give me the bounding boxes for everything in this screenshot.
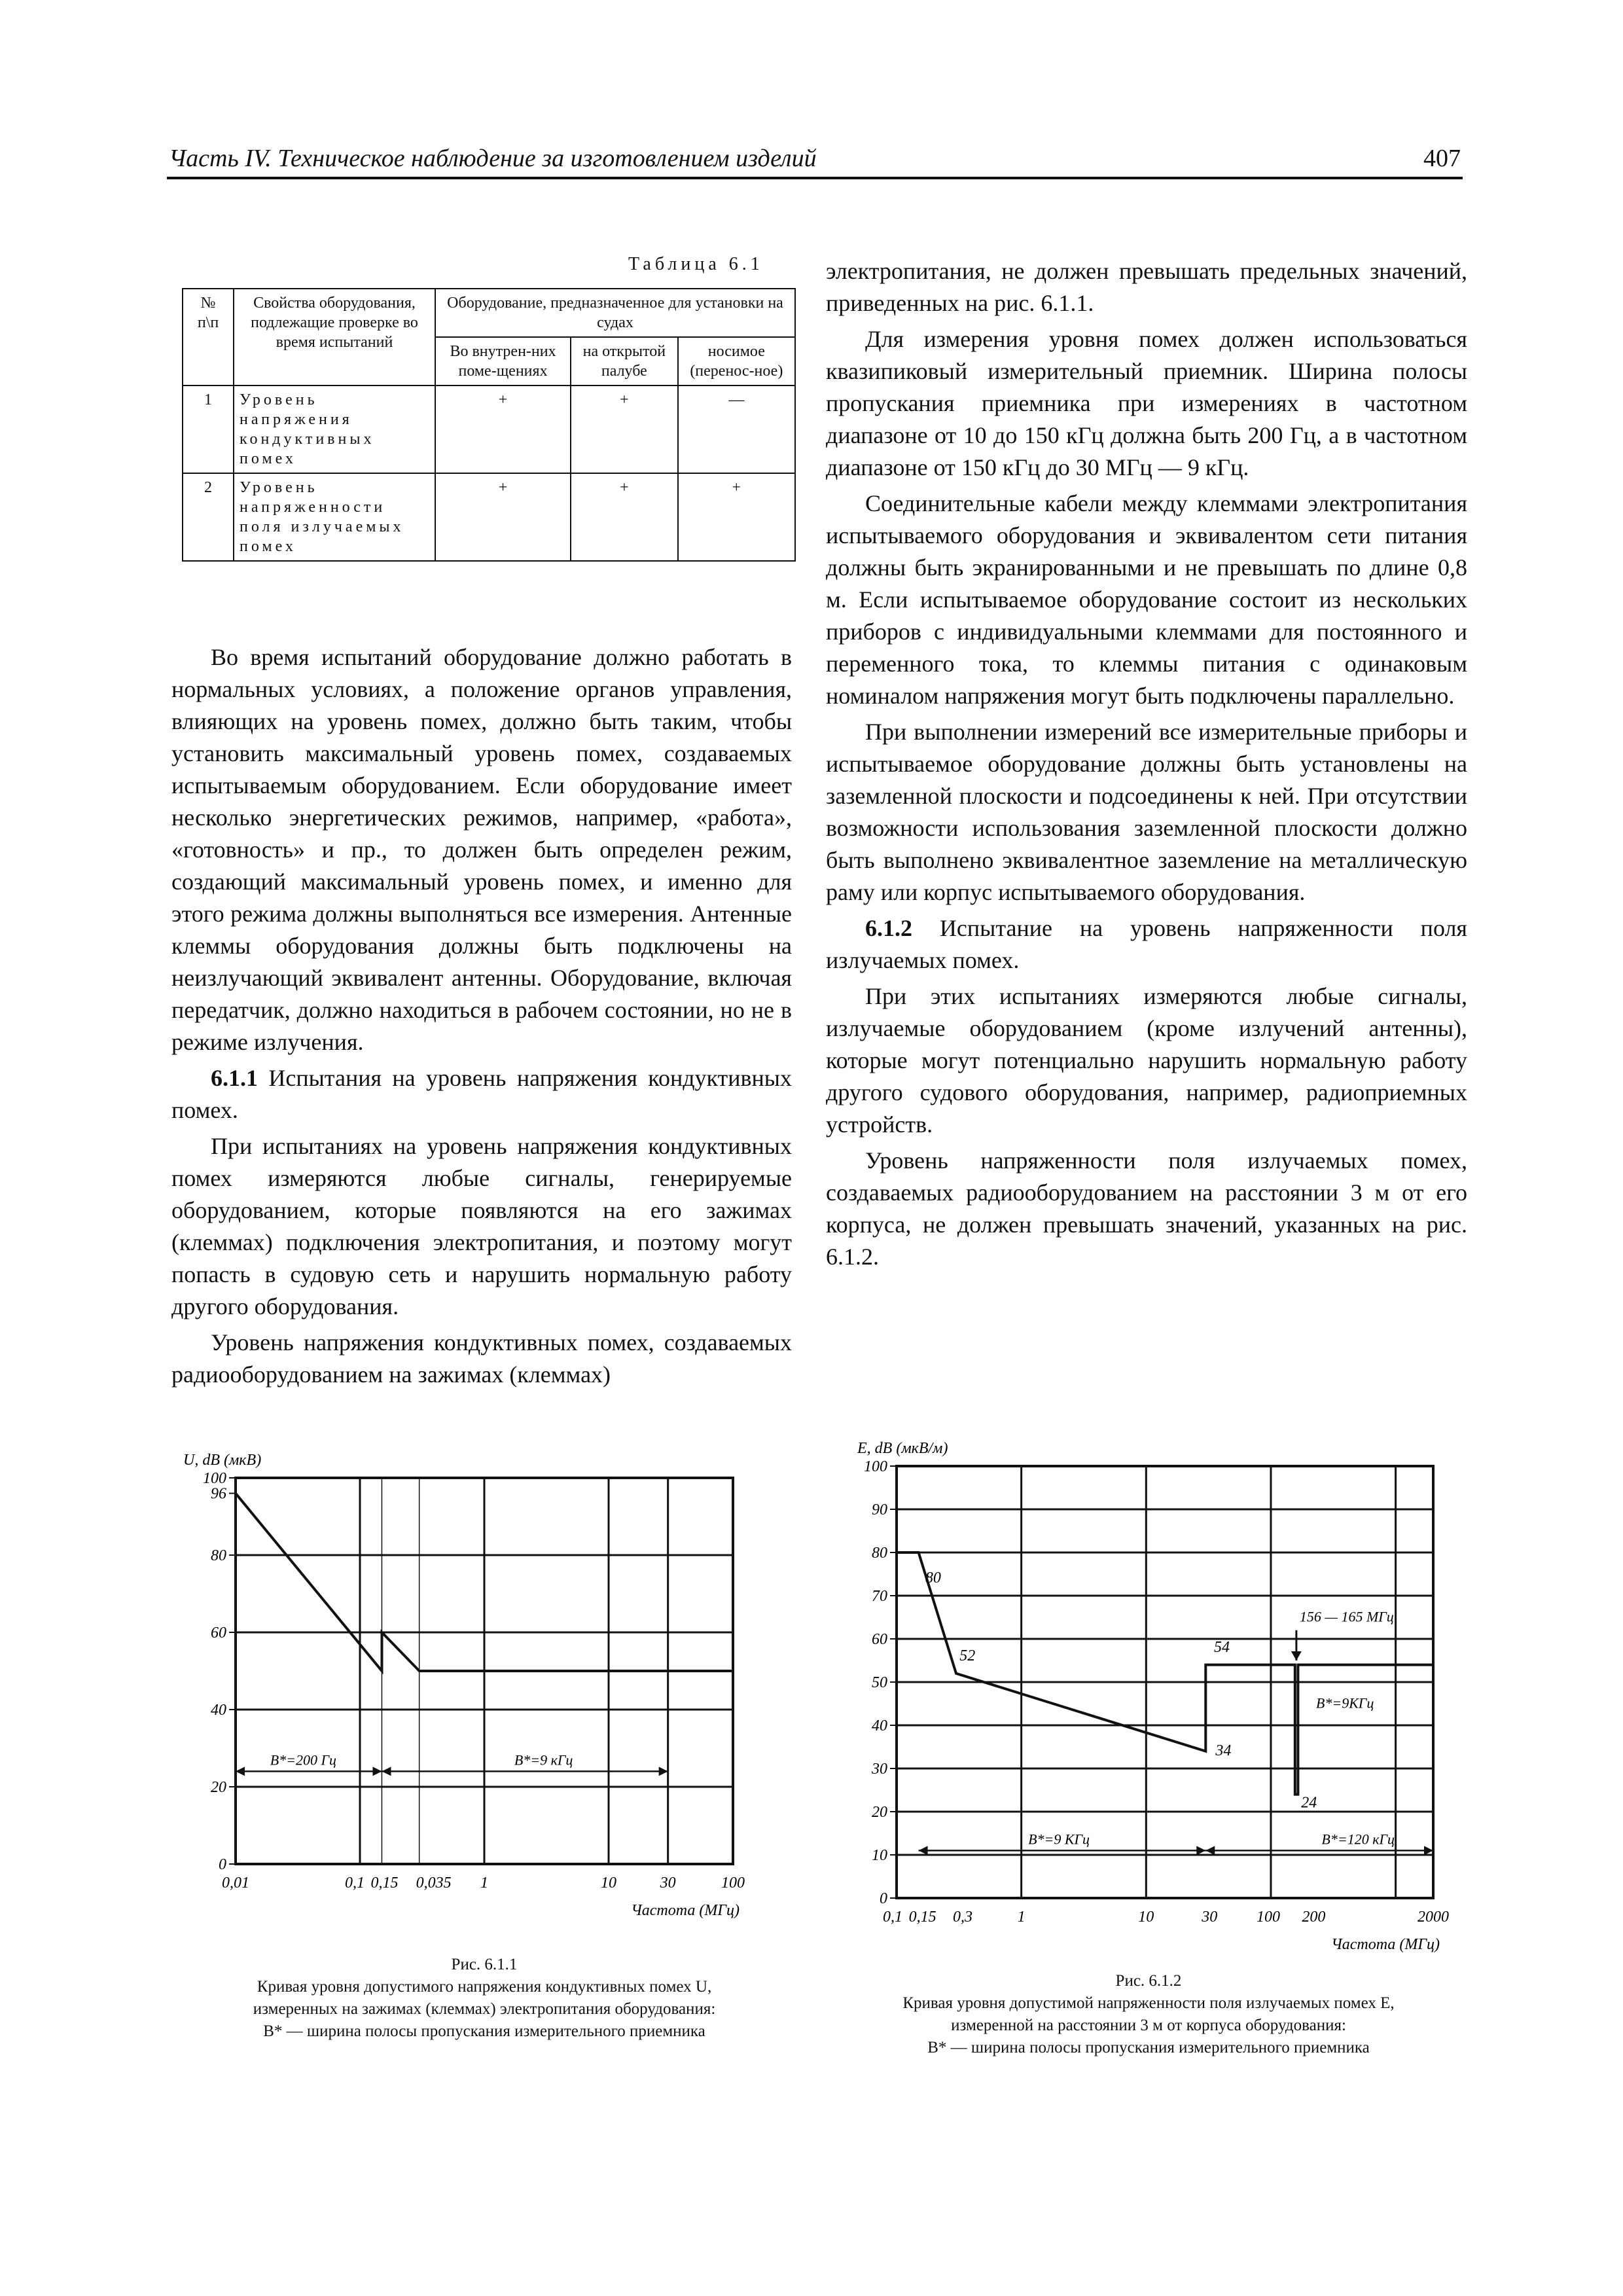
bandwidth-9khz-label: B*=9 кГц xyxy=(514,1751,573,1768)
table-caption: Таблица 6.1 xyxy=(628,254,764,274)
y-tick-label: 60 xyxy=(872,1631,887,1648)
subcol-indoor: Во внутрен-них поме-щениях xyxy=(435,337,571,386)
row-val: + xyxy=(678,473,795,561)
bandwidth-120khz-label: B*=120 кГц xyxy=(1321,1831,1395,1848)
bandwidth-9khz-band-arrow-right xyxy=(659,1767,668,1776)
section-title: Испытание на уровень напряженности поля излучаемых помех. xyxy=(826,915,1467,973)
bandwidth-200hz-label: B*=200 Гц xyxy=(270,1751,337,1768)
x-tick-label: 0,1 xyxy=(345,1874,365,1892)
bandwidth-120khz-band-arrow-right xyxy=(1424,1846,1433,1855)
x-axis-label: Частота (МГц) xyxy=(1331,1936,1440,1953)
band-156-165-arrowhead xyxy=(1291,1651,1302,1660)
paragraph: Уровень напряжения кондуктивных помех, создаваемых радиооборудованием на зажимах (клеммах) xyxy=(171,1329,792,1388)
paragraph: Для измерения уровня помех должен использоваться квазипиковый измерительный приемник. Ширина полосы пропускания приемника при измерениях в частотном диапазоне от 10 до 150 кГц должна быть 200 Гц, а в частотном диапазоне от 150 кГц до 30 МГц — 9 кГц. xyxy=(826,326,1467,480)
bandwidth-9khz-label: B*=9 КГц xyxy=(1028,1831,1090,1848)
y-tick-label: 0 xyxy=(880,1890,887,1907)
figure-label: Рис. 6.1.2 xyxy=(1115,1972,1182,1990)
row-num: 2 xyxy=(183,473,234,561)
y-tick-label: 80 xyxy=(872,1545,887,1562)
x-tick-label: 0,1 xyxy=(883,1909,902,1926)
caption-line: Кривая уровня допустимой напряженности поля излучаемых помех E, xyxy=(902,1994,1395,2012)
figure-6-1-2-caption xyxy=(818,1970,1479,2059)
y-tick-label: 10 xyxy=(872,1847,887,1864)
caption-line: B* — ширина полосы пропускания измерительного приемника xyxy=(263,2022,705,2040)
point-label-54: 54 xyxy=(1214,1638,1230,1656)
bandwidth-9khz-band-arrow-left xyxy=(919,1846,928,1855)
figure-6-1-2-chart xyxy=(825,1420,1479,1957)
y-tick-label: 70 xyxy=(872,1588,887,1605)
y-axis-label: U, dB (мкВ) xyxy=(183,1452,262,1469)
subcol-portable: носимое (перенос-ное) xyxy=(678,337,795,386)
x-tick-label: 200 xyxy=(1302,1909,1326,1926)
figure-6-1-1-chart xyxy=(151,1433,818,1937)
x-tick-label: 2000 xyxy=(1418,1909,1449,1926)
paragraph: Во время испытаний оборудование должно работать в нормальных условиях, а положение органов управления, влияющих на уровень помех, должно быть таким, чтобы установить максимальный уровень помех, создаваемых испытываемым оборудованием. Если оборудование имеет несколько энергетических режимов, например, «работа», «готовность» и пр., то должен быть определен режим, создающий максимальный уровень помех, и именно для этого режима должны выполняться все измерения. Антенные клеммы оборудования должны быть подключены на неизлучающий эквивалент антенны. Оборудование, включая передатчик, должно находиться в рабочем состоянии, но не в режиме излучения. xyxy=(171,644,792,1055)
band-156-165-label: 156 — 165 МГц xyxy=(1299,1608,1394,1625)
row-prop: Уровень напряжения кондуктивных помех xyxy=(234,386,435,473)
col-props-header: Свойства оборудования, подлежащие проверке во время испытаний xyxy=(234,289,435,386)
limit-curve xyxy=(897,1552,1433,1795)
x-tick-label: 100 xyxy=(721,1874,745,1892)
x-tick-label: 0,15 xyxy=(370,1874,399,1892)
properties-table xyxy=(182,288,796,562)
x-tick-label: 10 xyxy=(1138,1909,1154,1926)
section-title: Испытания на уровень напряжения кондуктивных помех. xyxy=(171,1065,792,1123)
section-heading-612 xyxy=(826,912,1467,977)
bandwidth-9khz-band-arrow-left xyxy=(382,1767,391,1776)
running-title: Часть IV. Техническое наблюдение за изготовлением изделий xyxy=(169,145,817,172)
caption-line: измеренной на расстоянии 3 м от корпуса оборудования: xyxy=(951,2017,1346,2034)
table-row xyxy=(183,386,795,473)
caption-line: B* — ширина полосы пропускания измерительного приемника xyxy=(927,2039,1370,2056)
y-tick-label: 100 xyxy=(203,1470,226,1487)
x-tick-label: 1 xyxy=(1017,1909,1026,1926)
x-tick-label: 30 xyxy=(660,1874,676,1892)
section-number: 6.1.1 xyxy=(211,1065,258,1091)
point-label-52: 52 xyxy=(959,1647,976,1664)
paragraph: электропитания, не должен превышать предельных значений, приведенных на рис. 6.1.1. xyxy=(826,258,1467,316)
y-tick-label: 20 xyxy=(872,1804,887,1821)
y-tick-label: 20 xyxy=(211,1779,226,1796)
left-column xyxy=(171,641,792,1395)
row-val: — xyxy=(678,386,795,473)
table-row xyxy=(183,473,795,561)
y-tick-label: 90 xyxy=(872,1501,887,1518)
x-tick-label: 0,035 xyxy=(416,1874,452,1892)
x-tick-label: 0,01 xyxy=(222,1874,249,1892)
bandwidth-200hz-band-arrow-left xyxy=(236,1767,245,1776)
col-num-header: № п\п xyxy=(183,289,234,386)
y-tick-label: 40 xyxy=(211,1702,226,1719)
col-group-header: Оборудование, предназначенное для установки на судах xyxy=(435,289,795,337)
row-val: + xyxy=(571,473,678,561)
paragraph: Уровень напряженности поля излучаемых помех, создаваемых радиооборудованием на расстоянии 3 м от его корпуса, не должен превышать значений, указанных на рис. 6.1.2. xyxy=(826,1147,1467,1270)
page-number: 407 xyxy=(1423,145,1461,172)
figure-label: Рис. 6.1.1 xyxy=(451,1956,518,1973)
right-column xyxy=(826,255,1467,1277)
point-label-80: 80 xyxy=(925,1570,941,1587)
y-tick-label: 80 xyxy=(211,1547,226,1564)
subcol-deck: на открытой палубе xyxy=(571,337,678,386)
caption-line: измеренных на зажимах (клеммах) электропитания оборудования: xyxy=(253,2000,716,2018)
paragraph: При этих испытаниях измеряются любые сигналы, излучаемые оборудованием (кроме излучений антенны), которые могут потенциально нарушить нормальную работу другого судового оборудования, например, радиоприемных устройств. xyxy=(826,983,1467,1138)
header-rule xyxy=(167,177,1463,179)
x-tick-label: 0,3 xyxy=(952,1909,972,1926)
y-tick-label: 100 xyxy=(864,1458,887,1475)
section-number: 6.1.2 xyxy=(865,915,912,941)
y-tick-label: 60 xyxy=(211,1624,226,1641)
paragraph: Соединительные кабели между клеммами электропитания испытываемого оборудования и эквивалентом сети питания должны быть экранированными и не превышать по длине 0,8 м. Если испытываемое оборудование состоит из нескольких приборов с индивидуальными клеммами для постоянного и переменного тока, то клеммы питания с одинаковым номиналом напряжения могут быть подключены параллельно. xyxy=(826,490,1467,709)
point-label-24: 24 xyxy=(1301,1794,1317,1812)
bandwidth-9khz-label-upper: B*=9КГц xyxy=(1315,1695,1374,1712)
caption-line: Кривая уровня допустимого напряжения кондуктивных помех U, xyxy=(257,1978,712,1996)
section-heading-611 xyxy=(171,1062,792,1126)
row-num: 1 xyxy=(183,386,234,473)
row-val: + xyxy=(571,386,678,473)
bandwidth-200hz-band-arrow-right xyxy=(372,1767,382,1776)
figure-6-1-1-caption xyxy=(157,1954,812,2043)
row-val: + xyxy=(435,473,571,561)
x-tick-label: 0,15 xyxy=(908,1909,936,1926)
x-tick-label: 100 xyxy=(1256,1909,1280,1926)
y-tick-label: 0 xyxy=(219,1856,226,1873)
paragraph: При испытаниях на уровень напряжения кондуктивных помех измеряются любые сигналы, генерируемые оборудованием, которые появляются на его зажимах (клеммах) подключения электропитания, и поэтому могут попасть в судовую сеть и нарушить нормальную работу другого оборудования. xyxy=(171,1133,792,1319)
bandwidth-9khz-band-arrow-right xyxy=(1196,1846,1205,1855)
y-tick-label: 50 xyxy=(872,1674,887,1691)
y-tick-label: 40 xyxy=(872,1717,887,1734)
paragraph: При выполнении измерений все измерительные приборы и испытываемое оборудование должны быть установлены на заземленной плоскости и подсоединены к ней. При отсутствии возможности использования заземленной плоскости должно быть выполнено эквивалентное заземление на металлическую раму или корпус испытываемого оборудования. xyxy=(826,719,1467,905)
y-tick-label: 30 xyxy=(872,1761,887,1778)
y-tick-label: 96 xyxy=(211,1485,226,1503)
y-axis-label: E, dB (мкВ/м) xyxy=(857,1440,948,1457)
point-label-34: 34 xyxy=(1215,1742,1232,1760)
x-tick-label: 1 xyxy=(480,1874,488,1892)
row-val: + xyxy=(435,386,571,473)
bandwidth-120khz-band-arrow-left xyxy=(1205,1846,1215,1855)
x-tick-label: 30 xyxy=(1202,1909,1218,1926)
x-axis-label: Частота (МГц) xyxy=(631,1902,740,1919)
row-prop: Уровень напряженности поля излучаемых помех xyxy=(234,473,435,561)
x-tick-label: 10 xyxy=(601,1874,616,1892)
